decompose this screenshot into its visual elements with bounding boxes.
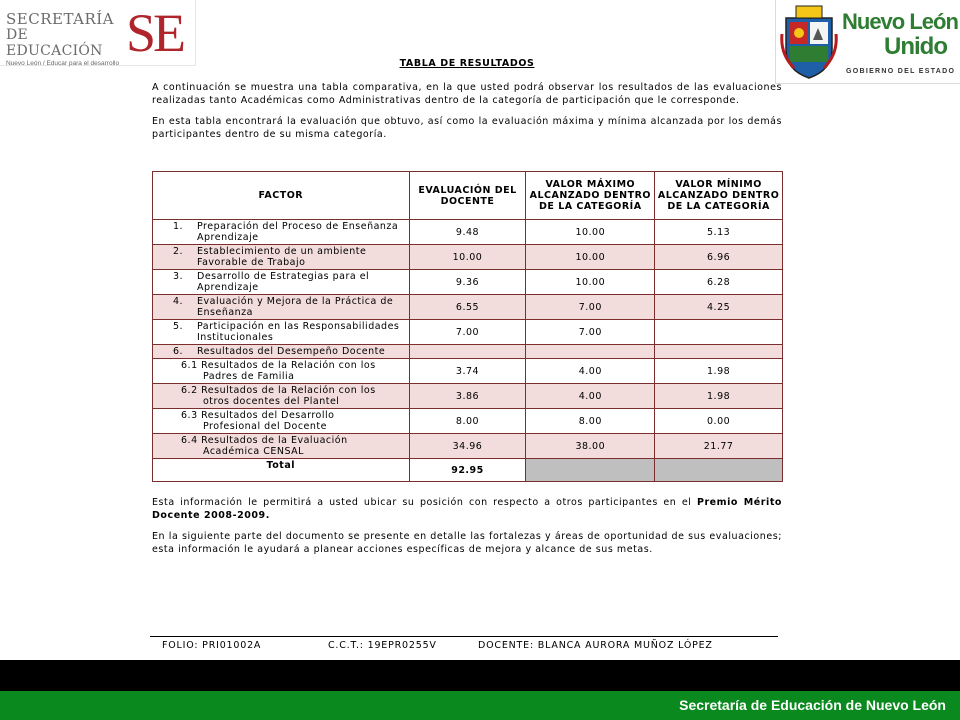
factor-label: 6.2 Resultados de la Relación con los [181, 385, 376, 396]
max-cell: 4.00 [526, 359, 655, 384]
table-row [153, 245, 783, 270]
table-row [153, 220, 783, 245]
document-body [152, 58, 782, 149]
document-title: TABLA DE RESULTADOS [399, 58, 535, 69]
max-cell: 8.00 [526, 409, 655, 434]
outro-paragraph-1-text: Esta información le permitirá a usted ubicar su posición con respecto a otros participantes en el [152, 497, 697, 508]
footer-rule [150, 636, 778, 637]
min-cell [655, 345, 783, 359]
factor-cell [153, 384, 410, 409]
min-cell [655, 320, 783, 345]
factor-number: 5. [173, 321, 184, 332]
nuevo-leon-logo-line3: GOBIERNO DEL ESTADO [846, 68, 956, 75]
evaluation-cell: 3.86 [409, 384, 526, 409]
footer-info-line [162, 640, 713, 651]
header-evaluation: EVALUACIÓN DEL DOCENTE [409, 172, 526, 220]
max-cell: 10.00 [526, 220, 655, 245]
factor-cell [153, 220, 410, 245]
min-cell: 0.00 [655, 409, 783, 434]
factor-number: 4. [173, 296, 184, 307]
factor-number: 2. [173, 246, 184, 257]
se-logo-line3: Nuevo León / Educar para el desarrollo [6, 60, 120, 67]
factor-label: Resultados del Desempeño Docente [197, 346, 386, 357]
total-min-empty-cell [655, 459, 783, 482]
total-label: Total [153, 459, 410, 482]
evaluation-cell [409, 345, 526, 359]
table-row [153, 320, 783, 345]
factor-cell [153, 345, 410, 359]
intro-paragraph-2: En esta tabla encontrará la evaluación que obtuvo, así como la evaluación máxima y mínima alcanzada por los demás participantes dentro de su misma categoría. [152, 116, 782, 140]
table-row [153, 384, 783, 409]
factor-label-cont: Académica CENSAL [203, 446, 304, 457]
factor-cell [153, 359, 410, 384]
results-table [152, 171, 783, 482]
se-logo-line1: SECRETARÍA [6, 10, 115, 28]
min-cell: 5.13 [655, 220, 783, 245]
evaluation-cell: 3.74 [409, 359, 526, 384]
closing-text [152, 496, 782, 564]
min-cell: 1.98 [655, 384, 783, 409]
factor-cell [153, 245, 410, 270]
table-row [153, 359, 783, 384]
factor-cell [153, 320, 410, 345]
se-logo [0, 0, 196, 66]
factor-label: 6.3 Resultados del Desarrollo [181, 410, 335, 421]
max-cell [526, 345, 655, 359]
factor-label: Participación en las Responsabilidades Institucionales [197, 321, 400, 343]
header-min: VALOR MÍNIMO ALCANZADO DENTRO DE LA CATEGORÍA [655, 172, 783, 220]
se-logo-mark: SE [126, 3, 184, 63]
docente-text: DOCENTE: BLANCA AURORA MUÑOZ LÓPEZ [478, 640, 713, 651]
max-cell: 10.00 [526, 270, 655, 295]
factor-number: 3. [173, 271, 184, 282]
factor-label: Preparación del Proceso de Enseñanza Aprendizaje [197, 221, 399, 243]
evaluation-cell: 9.48 [409, 220, 526, 245]
total-max-empty-cell [526, 459, 655, 482]
factor-label: Establecimiento de un ambiente Favorable de Trabajo [197, 246, 367, 268]
max-cell: 7.00 [526, 295, 655, 320]
max-cell: 4.00 [526, 384, 655, 409]
factor-cell [153, 409, 410, 434]
factor-number: 6. [173, 346, 184, 357]
max-cell: 10.00 [526, 245, 655, 270]
outro-paragraph-1 [152, 496, 782, 522]
nuevo-leon-logo-line1: Nuevo León [842, 9, 958, 34]
factor-number: 1. [173, 221, 184, 232]
total-value: 92.95 [409, 459, 526, 482]
footer-black-bar [0, 660, 960, 691]
factor-label: 6.4 Resultados de la Evaluación [181, 435, 348, 446]
se-logo-text [6, 12, 124, 69]
header-factor: FACTOR [153, 172, 410, 220]
min-cell: 6.96 [655, 245, 783, 270]
nuevo-leon-logo-line2: Unido [884, 33, 947, 60]
factor-cell [153, 295, 410, 320]
intro-paragraph-1: A continuación se muestra una tabla comparativa, en la que usted podrá observar los resultados de las evaluaciones realizadas tanto Académicas como Administrativas dentro de la categoría de participación que le corresponde. [152, 82, 782, 106]
table-row [153, 409, 783, 434]
factor-label-cont: Padres de Familia [203, 371, 295, 382]
evaluation-cell: 6.55 [409, 295, 526, 320]
evaluation-cell: 9.36 [409, 270, 526, 295]
total-row [153, 459, 783, 482]
table-row [153, 345, 783, 359]
evaluation-cell: 34.96 [409, 434, 526, 459]
factor-label-cont: Profesional del Docente [203, 421, 327, 432]
evaluation-cell: 10.00 [409, 245, 526, 270]
factor-cell [153, 434, 410, 459]
nuevo-leon-logo [775, 0, 960, 84]
max-cell: 7.00 [526, 320, 655, 345]
min-cell: 1.98 [655, 359, 783, 384]
table-header-row [153, 172, 783, 220]
award-name: Premio Mérito Docente 2008-2009. [152, 497, 783, 521]
evaluation-cell: 8.00 [409, 409, 526, 434]
header-max: VALOR MÁXIMO ALCANZADO DENTRO DE LA CATEGORÍA [526, 172, 655, 220]
table-row [153, 295, 783, 320]
se-logo-line2: DE EDUCACIÓN [6, 27, 103, 59]
state-crest-icon [780, 4, 838, 80]
evaluation-cell: 7.00 [409, 320, 526, 345]
folio-text: FOLIO: PRI01002A [162, 640, 262, 651]
min-cell: 4.25 [655, 295, 783, 320]
table-row [153, 270, 783, 295]
table-row [153, 434, 783, 459]
factor-cell [153, 270, 410, 295]
min-cell: 6.28 [655, 270, 783, 295]
cct-text: C.C.T.: 19EPR0255V [328, 640, 437, 651]
factor-label-cont: otros docentes del Plantel [203, 396, 340, 407]
min-cell: 21.77 [655, 434, 783, 459]
factor-label: 6.1 Resultados de la Relación con los [181, 360, 376, 371]
footer-green-bar [0, 691, 960, 720]
outro-paragraph-2: En la siguiente parte del documento se presente en detalle las fortalezas y áreas de oportunidad de sus evaluaciones; esta información le ayudará a planear acciones específicas de mejora y alcance de sus metas. [152, 531, 782, 555]
footer-organization-name: Secretaría de Educación de Nuevo León [679, 697, 946, 713]
factor-label: Desarrollo de Estrategias para el Aprendizaje [197, 271, 370, 293]
max-cell: 38.00 [526, 434, 655, 459]
factor-label: Evaluación y Mejora de la Práctica de Enseñanza [197, 296, 394, 318]
